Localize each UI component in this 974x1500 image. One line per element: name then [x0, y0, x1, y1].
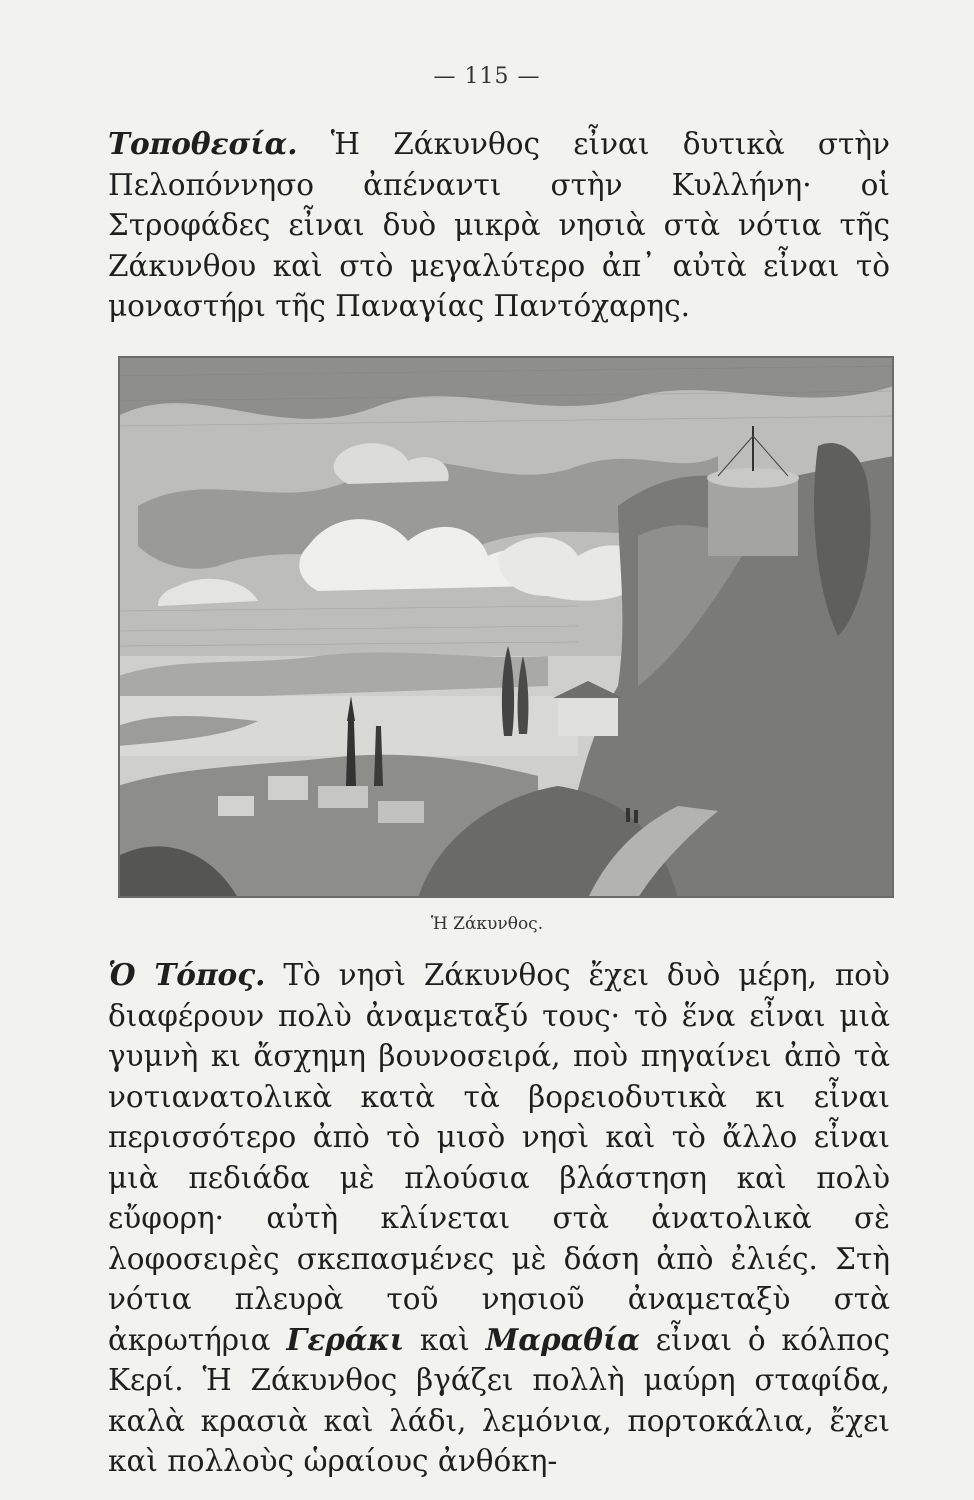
- place-name-marathia: Μαραθία: [485, 1321, 640, 1357]
- engraving-illustration: [118, 356, 894, 898]
- paragraph-place-text-c: εἶναι ὁ κόλπος Κερί. Ἡ Ζάκυνθος βγάζει πολλὴ μαύρη σταφίδα, καλὰ κρασιὰ καὶ λάδι, λεμόνια, πορτοκάλια, ἔχει καὶ πολλοὺς ὡραίους ἀνθόκη-: [108, 1322, 890, 1478]
- section-heading-place: Ὁ Τόπος.: [108, 957, 266, 992]
- figure-caption: Ἡ Ζάκυνθος.: [430, 914, 544, 934]
- paragraph-place-text-a: Τὸ νησὶ Ζάκυνθος ἔχει δυὸ μέρη, ποὺ διαφέρουν πολὺ ἀναμεταξύ τους· τὸ ἕνα εἶναι μιὰ γυμνὴ κι ἄσχημη βουνοσειρά, ποὺ πηγαίνει ἀπὸ τὰ νοτιανατολικὰ κατὰ τὰ βορειοδυτικὰ κι εἶναι περισσότερο ἀπὸ τὸ μισὸ νησὶ καὶ τὸ ἄλλο εἶναι μιὰ πεδιάδα μὲ πλούσια βλάστηση καὶ πολὺ εὔφορη· αὐτὴ κλίνεται στὰ ἀνατολικὰ σὲ λοφοσειρὲς σκεπασμένες μὲ δάση ἀπὸ ἐλιές. Στὴ νότια πλευρὰ τοῦ νησιοῦ ἀναμεταξὺ στὰ ἀκρωτήρια: [108, 958, 890, 1357]
- paragraph-place-text-b: καὶ: [419, 1322, 470, 1357]
- zakynthos-engraving: [118, 356, 894, 898]
- paragraph-topography: [108, 124, 890, 327]
- place-name-geraki: Γεράκι: [286, 1321, 405, 1357]
- paragraph-place: [108, 955, 890, 1482]
- page-number: — 115 —: [433, 64, 541, 89]
- section-heading-topography: Τοποθεσία.: [108, 126, 298, 161]
- paragraph-topography-text: Ἡ Ζάκυνθος εἶναι δυτικὰ στὴν Πελοπόννησο ἀπέναντι στὴν Κυλλήνη· οἱ Στροφάδες εἶναι δυὸ μικρὰ νησιὰ στὰ νότια τῆς Ζάκυνθου καὶ στὸ μεγαλύτερο ἀπ᾽ αὐτὰ εἶναι τὸ μοναστήρι τῆς Παναγίας Παντόχαρης.: [108, 127, 890, 323]
